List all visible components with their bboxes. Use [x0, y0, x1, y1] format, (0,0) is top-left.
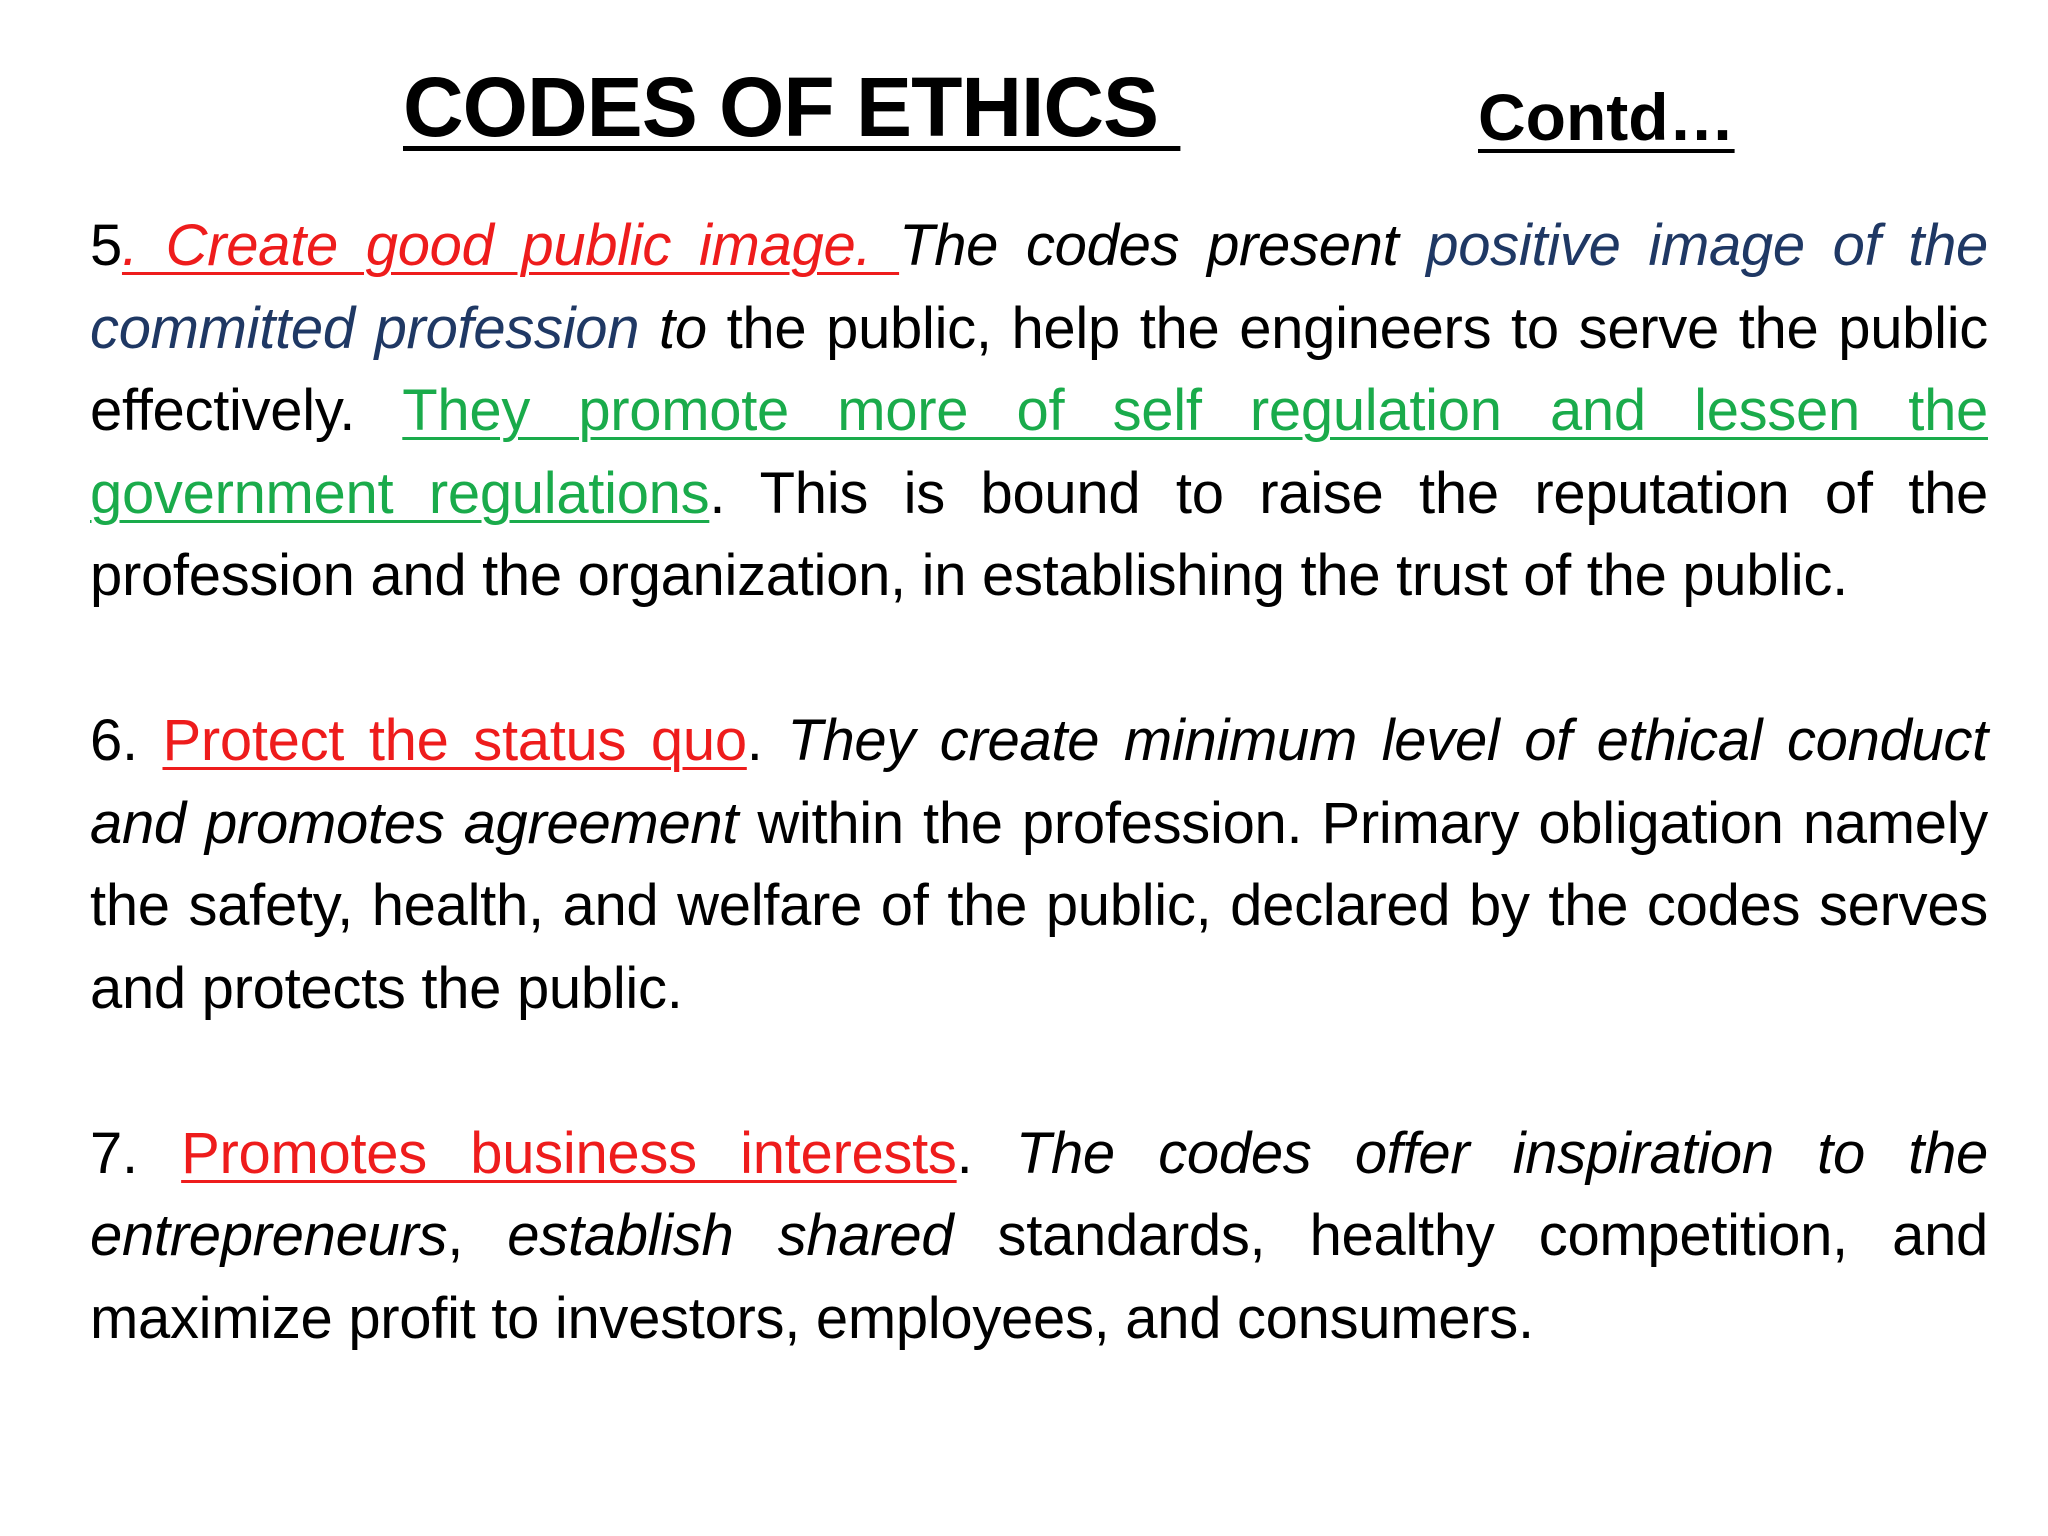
paragraph-gap [90, 1030, 1988, 1113]
item-7-italic-2: establish shared [507, 1203, 954, 1268]
item-5-italic-intro: The codes present [899, 213, 1427, 278]
item-5 [90, 205, 1988, 618]
paragraph-gap [90, 618, 1988, 701]
item-5-heading: . Create good public image. [121, 213, 900, 278]
item-5-highlight: positive image of the committed profession [90, 213, 1988, 361]
item-6-text: within the profession. Primary obligation namely the safety, health, and welfare of the public, declared by the codes serves and protects the public. [90, 790, 1988, 1021]
item-5-text-1: the public, help the engineers to serve the public effectively. [90, 295, 1988, 443]
item-7 [90, 1113, 1988, 1361]
item-6-number: 6. [90, 708, 163, 773]
item-6-italic: They create minimum level of ethical conduct and promotes agreement [90, 708, 1988, 856]
item-7-text: standards, healthy competition, and maximize profit to investors, employees, and consumers. [90, 1203, 1988, 1351]
item-7-comma: , [447, 1203, 508, 1268]
item-7-heading: Promotes business interests [181, 1120, 957, 1186]
item-5-green-text: They promote more of self regulation and lessen the government regulations [90, 378, 1988, 526]
slide-title: CODES OF ETHICS [403, 60, 1181, 154]
item-7-number: 7. [90, 1120, 182, 1186]
item-5-italic-to: to [639, 295, 707, 361]
item-6 [90, 700, 1988, 1030]
title-row [0, 52, 2048, 162]
item-5-number: 5 [90, 213, 122, 278]
title-continued-label: Contd… [1478, 80, 1735, 154]
item-7-dot: . [956, 1120, 1016, 1186]
slide-body [90, 205, 1988, 1360]
item-5-text-2: . This is bound to raise the reputation of the profession and the organization, in establishing the trust of the public. [90, 460, 1989, 608]
item-6-heading: Protect the status quo [162, 708, 747, 773]
item-6-dot: . [746, 708, 788, 773]
item-7-italic: The codes offer inspiration to the entrepreneurs [90, 1120, 1988, 1268]
